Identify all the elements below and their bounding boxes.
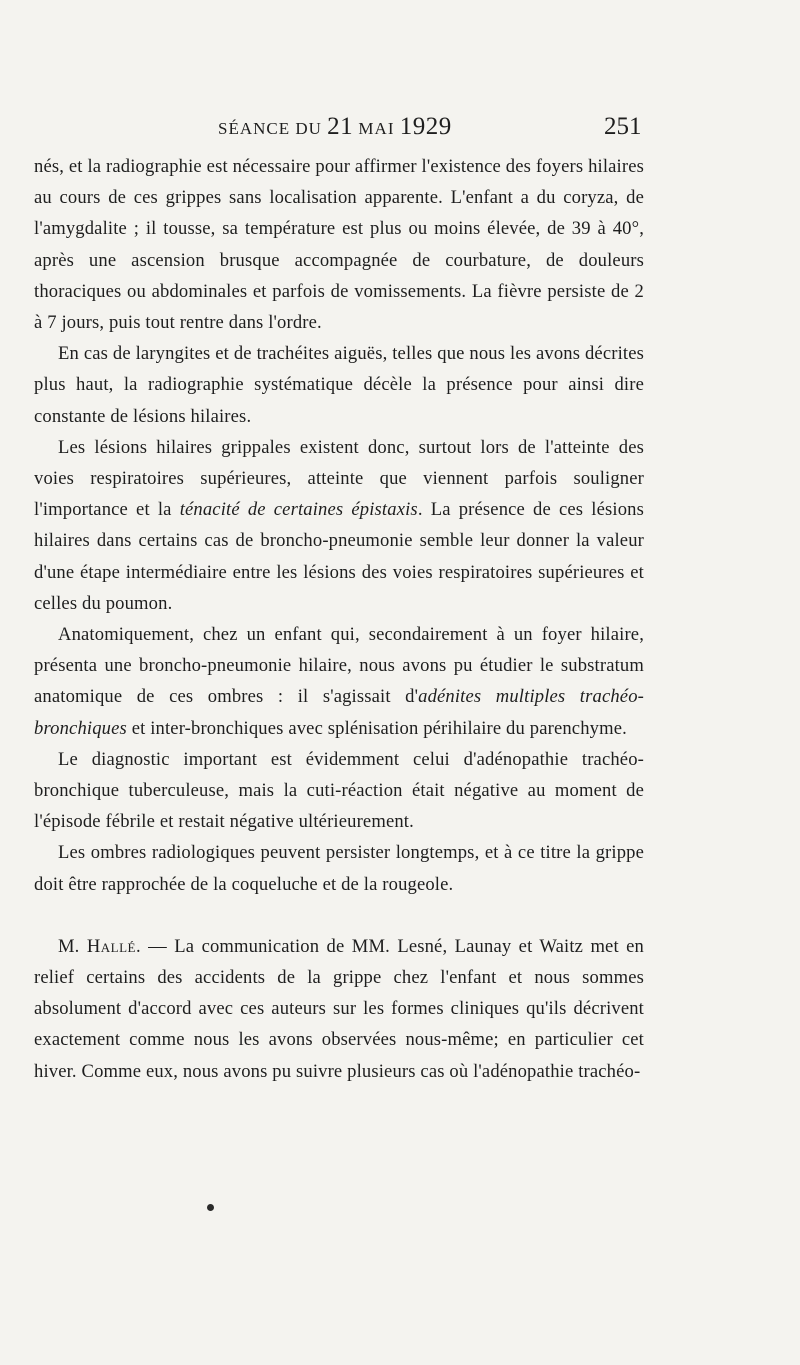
- text-run: M.: [58, 935, 87, 957]
- header-title: [218, 113, 452, 141]
- author-name: Hallé: [86, 935, 136, 957]
- paragraph: [34, 151, 644, 338]
- text-run: En cas de laryngites et de trachéites aiguës, telles que nous les avons décrites plus haut, la radiographie systématique décèle la présence pour ainsi dire constante de lésions hilaires.: [34, 343, 644, 427]
- italic-text: ténacité de certaines épistaxis: [179, 499, 418, 521]
- running-header: [0, 113, 800, 145]
- page-number: 251: [604, 113, 642, 140]
- text-run: Les ombres radiologiques peuvent persister longtemps, et à ce titre la grippe doit être rapprochée de la coqueluche et de la rougeole.: [34, 842, 644, 895]
- paragraph: [34, 744, 644, 838]
- text-run: Anatomiquement, chez un enfant qui, secondairement à un foyer hilaire, présenta une broncho-pneumonie hilaire, nous avons pu étudier le substratum anatomique de ces ombres : il s'agissait d': [34, 624, 644, 708]
- paragraph: [34, 619, 644, 744]
- ink-dot: [207, 1204, 214, 1211]
- paragraph: [34, 931, 644, 1087]
- text-run: Le diagnostic important est évidemment celui d'adénopathie trachéo-bronchique tuberculeuse, mais la cuti-réaction était négative au moment de l'épisode fébrile et restait négative ultérieurement.: [34, 748, 644, 833]
- header-month: MAI: [353, 119, 400, 138]
- body-text: [34, 151, 644, 1087]
- text-run: . La présence de ces lésions hilaires dans certains cas de broncho-pneumonie semble leur donner la valeur d'une étape intermédiaire entre les lésions des voies respiratoires supérieures et celles du poumon.: [34, 499, 644, 614]
- text-run: et inter-bronchiques avec splénisation périhilaire du parenchyme.: [126, 717, 627, 739]
- text-run: Les lésions hilaires grippales existent donc, surtout lors de l'atteinte des voies respiratoires supérieures, atteinte que viennent parfois souligner l'importance et la: [34, 436, 644, 521]
- header-session-label: SÉANCE DU: [218, 119, 328, 138]
- paragraph: [34, 338, 644, 432]
- text-run: . — La communication de MM. Lesné, Launay et Waitz met en relief certains des accidents de la grippe chez l'enfant et nous sommes absolument d'accord avec ces auteurs sur les formes cliniques qu'ils décrivent exactement comme nous les avons observées nous-même; en particulier cet hiver. Comme eux, nous avons pu suivre plusieurs cas où l'adénopathie trachéo-: [34, 935, 644, 1082]
- paragraph: [34, 837, 644, 899]
- text-run: nés, et la radiographie est nécessaire pour affirmer l'existence des foyers hilaires au cours de ces grippes sans localisation apparente. L'enfant a du coryza, de l'amygdalite ; il tousse, sa température est plus ou moins élevée, de 39 à 40°, après une ascension brusque accompagnée de courbature, de douleurs thoraciques ou abdominales et parfois de vomissements. La fièvre persiste de 2 à 7 jours, puis tout rentre dans l'ordre.: [34, 156, 644, 334]
- header-year: 1929: [399, 113, 452, 140]
- paragraph: [34, 432, 644, 619]
- italic-text: adénites multiples trachéo-bronchiques: [34, 686, 644, 739]
- header-day: 21: [327, 113, 354, 140]
